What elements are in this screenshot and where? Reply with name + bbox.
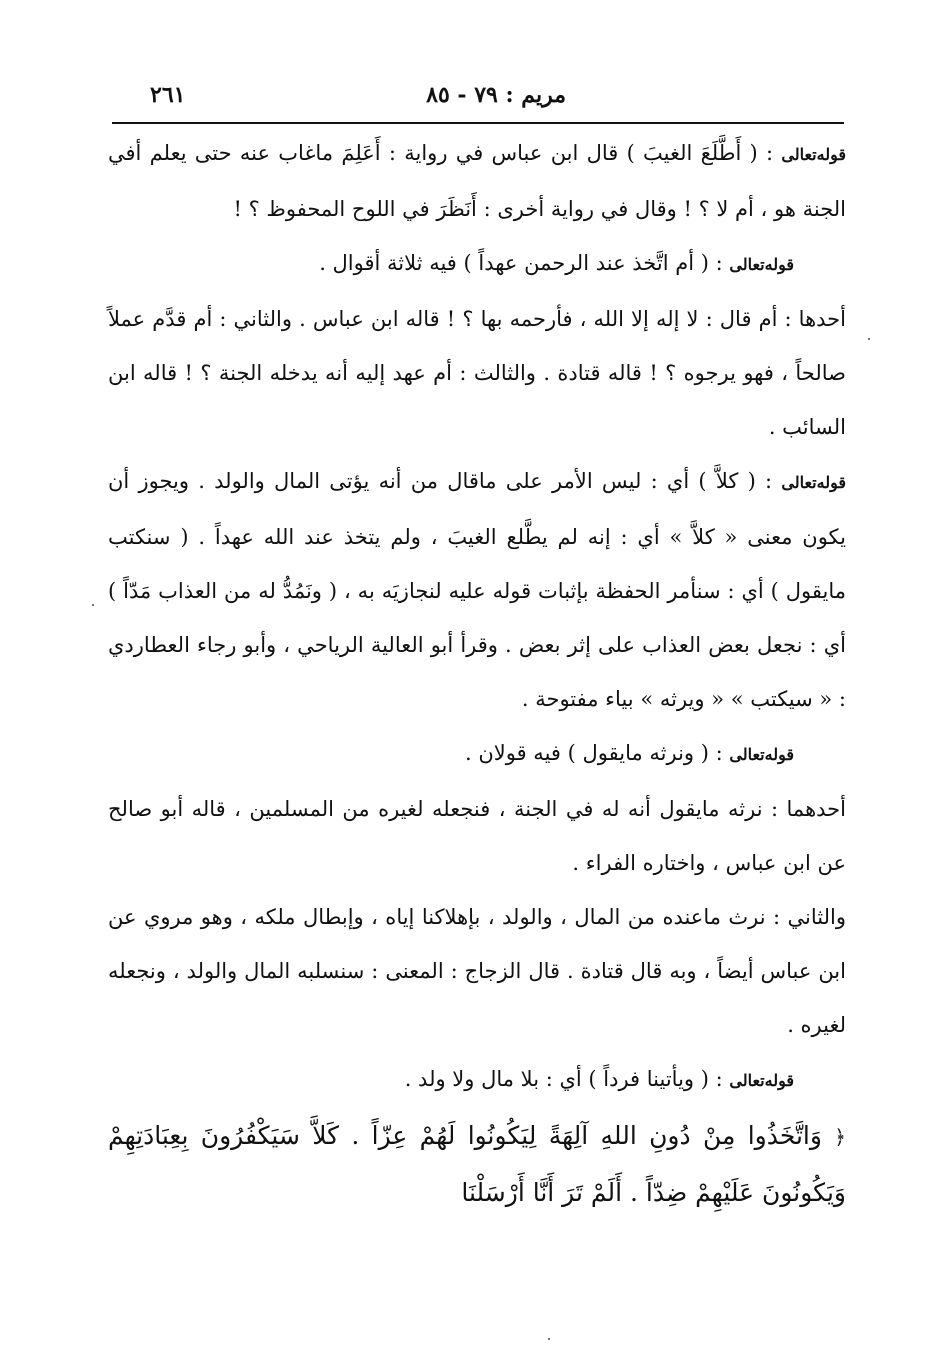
paragraph-atalaa-al-ghayb	[108, 126, 846, 236]
paragraph-ittakhadha-ahdan	[108, 236, 846, 292]
paragraph-three-sayings	[108, 292, 846, 454]
paragraph-kalla	[108, 454, 846, 726]
paragraph-text: : ( أم اتَّخذ عند الرحمن عهداً ) فيه ثلاثة أقوال .	[319, 251, 723, 275]
paragraph-text: : ( ونرثه مايقول ) فيه قولان .	[465, 741, 723, 765]
paragraph-text: أحدها : أم قال : لا إله إلا الله ، فأرحمه بها ؟ ! قاله ابن عباس . والثاني : أم قدَّم عملاً صالحاً ، فهو يرجوه ؟ ! قاله قتادة . والثالث : أم عهد إليه أنه يدخله الجنة ؟ ! قاله ابن السائب .	[108, 307, 846, 439]
quran-verse-text: وَاتَّخَذُوا مِنْ دُونِ اللهِ آلِهَةً لِيَكُونُوا لَهُمْ عِزّاً . كَلاَّ سَيَكْفُرُونَ بِعِبَادَتِهِمْ وَيَكُونُونَ عَلَيْهِمْ ضِدّاً . أَلَمْ تَرَ أَنَّا أَرْسَلْنَا	[108, 1121, 846, 1207]
qawluhu-label: قوله‌تعالى	[781, 145, 846, 164]
paragraph-fardan	[108, 1052, 846, 1108]
paragraph-text: والثاني : نرث ماعنده من المال ، والولد ، بإهلاكنا إياه ، وإبطال ملكه ، وهو مروي عن ابن عباس أيضاً ، وبه قال قتادة . قال الزجاج : المعنى : سنسلبه المال والولد ، ونجعله لغيره .	[108, 905, 846, 1037]
page-header	[112, 82, 846, 118]
paragraph-narithuhu	[108, 726, 846, 782]
ornate-bracket-open: ﴿	[834, 1125, 846, 1149]
paragraph-second-saying	[108, 890, 846, 1052]
paragraph-first-saying	[108, 782, 846, 890]
qawluhu-label: قوله‌تعالى	[729, 745, 794, 764]
qawluhu-label: قوله‌تعالى	[729, 1071, 794, 1090]
scan-speck	[92, 604, 94, 606]
paragraph-text: : ( كلاَّ ) أي : ليس الأمر على ماقال من أنه يؤتى المال والولد . ويجوز أن يكون معنى « كلاَّ » أي : إنه لم يطَّلع الغيبَ ، ولم يتخذ عند الله عهداً . ( سنكتب مايقول ) أي : سنأمر الحفظة بإثبات قوله عليه لنجازيَه به ، ( ونَمُدُّ له من العذاب مَدّاً ) أي : نجعل بعض العذاب على إثر بعض . وقرأ أبو العالية الرياحي ، وأبو رجاء العطاردي : « سيكتب » « ويرثه » بياء مفتوحة .	[108, 469, 846, 711]
paragraph-text: : ( أَطَّلَعَ الغيبَ ) قال ابن عباس في رواية : أَعَلِمَ ماغاب عنه حتى يعلم أفي الجنة هو ، أم لا ؟ ! وقال في رواية أخرى : أَنَظَرَ في اللوح المحفوظ ؟ !	[108, 141, 846, 221]
header-divider	[112, 122, 844, 124]
paragraph-text: أحدهما : نرثه مايقول أنه له في الجنة ، فنجعله لغيره من المسلمين ، قاله أبو صالح عن ابن عباس ، واختاره الفراء .	[108, 797, 846, 875]
paragraph-text: : ( ويأتينا فرداً ) أي : بلا مال ولا ولد .	[404, 1067, 723, 1091]
scan-speck	[548, 1338, 550, 1340]
qawluhu-label: قوله‌تعالى	[729, 255, 794, 274]
commentary-body	[108, 126, 846, 1221]
quran-verse	[108, 1108, 846, 1221]
scan-speck	[868, 338, 870, 340]
page-number: ٢٦١	[150, 82, 186, 108]
chapter-reference: مريم : ٧٩ - ٨٥	[426, 82, 566, 108]
qawluhu-label: قوله‌تعالى	[781, 473, 846, 492]
